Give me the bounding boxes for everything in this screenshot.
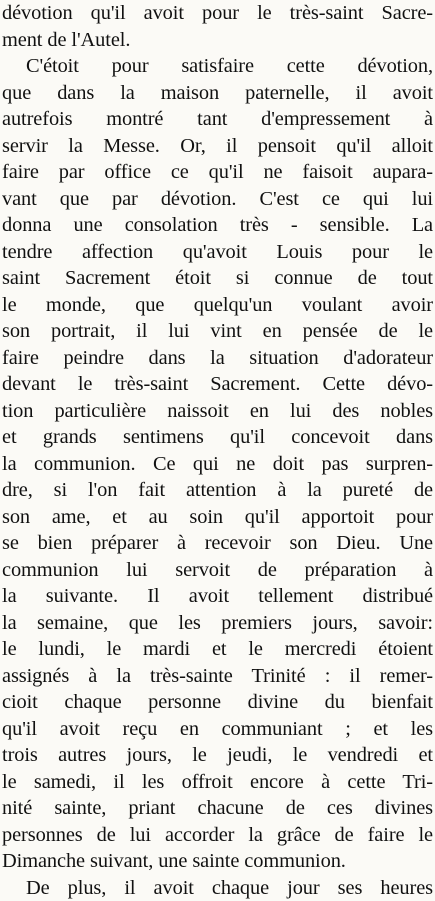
text-line: la communion. Ce qui ne doit pas surpren- [2,451,433,478]
text-line: et grands sentimens qu'il concevoit dans [2,424,433,451]
text-line: servir la Messe. Or, il pensoit qu'il alloit [2,133,433,160]
text-line: qu'il avoit reçu en communiant ; et les [2,716,433,743]
text-line: trois autres jours, le jeudi, le vendredi et [2,742,433,769]
text-line: autrefois montré tant d'empressement à [2,106,433,133]
text-line: tendre affection qu'avoit Louis pour le [2,239,433,266]
text-line: devant le très-saint Sacrement. Cette dévo- [2,371,433,398]
text-line: ment de l'Autel. [2,27,433,54]
text-line: son ame, et au soin qu'il apportoit pour [2,504,433,531]
text-line: le lundi, le mardi et le mercredi étoient [2,636,433,663]
text-line: saint Sacrement étoit si connue de tout [2,265,433,292]
text-line: cioit chaque personne divine du bienfait [2,689,433,716]
text-line: la semaine, que les premiers jours, savoir: [2,610,433,637]
text-line: son portrait, il lui vint en pensée de le [2,318,433,345]
text-line: le monde, que quelqu'un voulant avoir [2,292,433,319]
text-line: nité sainte, priant chacune de ces divines [2,795,433,822]
text-line: assignés à la très-sainte Trinité : il remer- [2,663,433,690]
text-line: dre, si l'on fait attention à la pureté de [2,477,433,504]
text-line: vant que par dévotion. C'est ce qui lui [2,186,433,213]
text-line: se bien préparer à recevoir son Dieu. Une [2,530,433,557]
paragraph-start-line: C'étoit pour satisfaire cette dévotion, [2,53,433,80]
text-line: la suivante. Il avoit tellement distribué [2,583,433,610]
text-line: que dans la maison paternelle, il avoit [2,80,433,107]
text-line: faire peindre dans la situation d'adorateur [2,345,433,372]
text-line: faire par office ce qu'il ne faisoit aupara- [2,159,433,186]
text-line: donna une consolation très - sensible. La [2,212,433,239]
text-line: tion particulière naissoit en lui des nobles [2,398,433,425]
paragraph-start-line: De plus, il avoit chaque jour ses heures [2,875,433,901]
text-line: dévotion qu'il avoit pour le très-saint Sacre- [2,0,433,27]
text-line: personnes de lui accorder la grâce de faire le [2,822,433,849]
text-line: le samedi, il les offroit encore à cette Tri- [2,769,433,796]
text-line: Dimanche suivant, une sainte communion. [2,848,433,875]
text-line: communion lui servoit de préparation à [2,557,433,584]
